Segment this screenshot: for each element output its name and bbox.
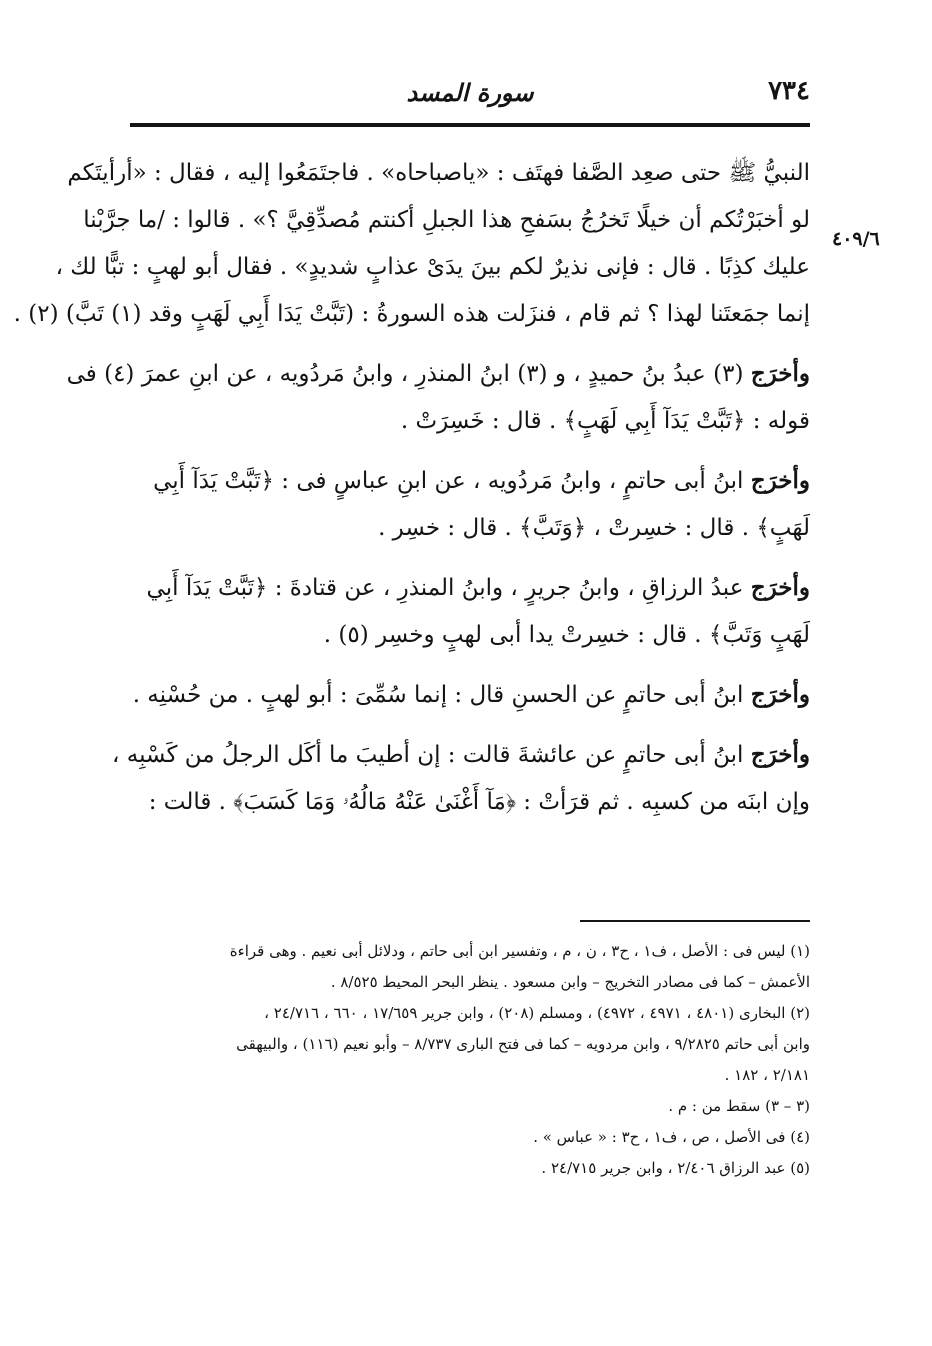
- footnote-line: (٤) فى الأصل ، ص ، ف١ ، ح٣ : « عباس » .: [533, 1128, 810, 1146]
- footnote-line: (٥) عبد الرزاق ٢/٤٠٦ ، وابن جرير ٢٤/٧١٥ .: [541, 1159, 810, 1177]
- text-line: النبيُّ ﷺ حتى صعِد الصَّفا فهتَف : «ياصباحاه» . فاجتَمَعُوا إليه ، فقال : «أرأيتَكم: [67, 160, 810, 186]
- paragraph-1: [13, 150, 810, 338]
- text-line: لَهَبٍ﴾ . قال : خسِرتْ ، ﴿وَتَبَّ﴾ . قال : خسِر .: [378, 515, 810, 541]
- footnote-line: الأعمش – كما فى مصادر التخريج – وابن مسعود . ينظر البحر المحيط ٨/٥٢٥ .: [330, 973, 810, 991]
- paragraph-lead: وأخرَج: [750, 741, 810, 768]
- paragraph-lead: وأخرَج: [750, 574, 810, 601]
- page-number: ٧٣٤: [768, 76, 810, 106]
- running-title: سورة المسد: [406, 78, 534, 107]
- footnote-rule: [580, 920, 810, 922]
- text-line: لو أخبَرْتُكم أن خيلًا تَخرُجُ بسَفحِ هذا الجبلِ أكنتم مُصدِّقِيَّ ؟» . قالوا : /ما جرَّبْنا: [83, 207, 810, 233]
- paragraph-3: [130, 457, 810, 552]
- footnote-line: وابن أبى حاتم ٩/٢٨٢٥ ، وابن مردويه – كما فى فتح البارى ٨/٧٣٧ – وأبو نعيم (١١٦) ، والبيهقى: [236, 1035, 810, 1053]
- paragraph-text: عبدُ الرزاقِ ، وابنُ جريرٍ ، وابنُ المنذرِ ، عن قتادةَ : ﴿تَبَّتْ يَدَآ أَبِي: [146, 575, 751, 601]
- footnote-line: ٢/١٨١ ، ١٨٢ .: [724, 1066, 810, 1084]
- text-line: [66, 350, 810, 398]
- text-line: وإن ابنَه من كسبِه . ثم قرَأتْ : ﴿مَآ أَغْنَىٰ عَنْهُ مَالُهُۥ وَمَا كَسَبَ﴾ . قالت :: [148, 789, 810, 815]
- paragraph-2: [66, 350, 810, 445]
- paragraph-6: [112, 731, 810, 826]
- paragraph-4: [130, 564, 810, 659]
- text-line: إنما جمَعتَنا لهذا ؟ ثم قام ، فنزَلت هذه السورةُ : (تَبَّتْ يَدَا أَبِي لَهَبٍ وقد (١) تَبَّ) (٢) .: [13, 301, 810, 327]
- text-line: [130, 671, 810, 719]
- paragraph-text: ابنُ أبى حاتمٍ عن عائشةَ قالت : إن أطيبَ ما أكَل الرجلُ من كَسْبِه ،: [112, 742, 751, 768]
- main-text: [13, 150, 810, 838]
- paragraph-text: ابنُ أبى حاتمٍ ، وابنُ مَردُويه ، عن ابنِ عباسٍ فى : ﴿تَبَّتْ يَدَآ أَبِي: [153, 468, 751, 494]
- text-line: [130, 564, 810, 612]
- paragraph-text: ابنُ أبى حاتمٍ عن الحسنِ قال : إنما سُمِّىَ : أبو لهبٍ . من حُسْنِه .: [132, 682, 751, 708]
- margin-reference: ٤٠٩/٦: [832, 228, 880, 250]
- paragraph-text: (٣) عبدُ بنُ حميدٍ ، و (٣) ابنُ المنذرِ ، وابنُ مَردُويه ، عن ابنِ عمرَ (٤) فى: [66, 361, 751, 387]
- paragraph-lead: وأخرَج: [750, 360, 810, 387]
- page-header: [130, 74, 810, 118]
- footnote-line: (١) ليس فى : الأصل ، ف١ ، ح٣ ، ن ، م ، وتفسير ابن أبى حاتم ، ودلائل أبى نعيم . وهى قراءة: [229, 942, 810, 960]
- paragraph-5: [130, 671, 810, 719]
- text-line: لَهَبٍ وَتَبَّ﴾ . قال : خسِرتْ يدا أبى لهبٍ وخسِر (٥) .: [323, 622, 810, 648]
- text-line: عليك كذِبًا . قال : فإنى نذيرٌ لكم بينَ يدَىْ عذابٍ شديدٍ» . فقال أبو لهبٍ : تبًّا لك ،: [55, 254, 810, 280]
- footnotes: [130, 936, 810, 1184]
- paragraph-lead: وأخرَج: [750, 467, 810, 494]
- text-line: قوله : ﴿تَبَّتْ يَدَآ أَبِي لَهَبٍ﴾ . قال : خَسِرَتْ .: [400, 408, 810, 434]
- header-rule: [130, 123, 810, 127]
- paragraph-lead: وأخرَج: [750, 681, 810, 708]
- footnote-line: (٢) البخارى (٤٨٠١ ، ٤٩٧١ ، ٤٩٧٢) ، ومسلم (٢٠٨) ، وابن جرير ١٧/٦٥٩ ، ٦٦٠ ، ٢٤/٧١٦ ،: [264, 1004, 810, 1022]
- footnote-line: (٣ – ٣) سقط من : م .: [668, 1097, 810, 1115]
- text-line: [130, 457, 810, 505]
- text-line: [112, 731, 810, 779]
